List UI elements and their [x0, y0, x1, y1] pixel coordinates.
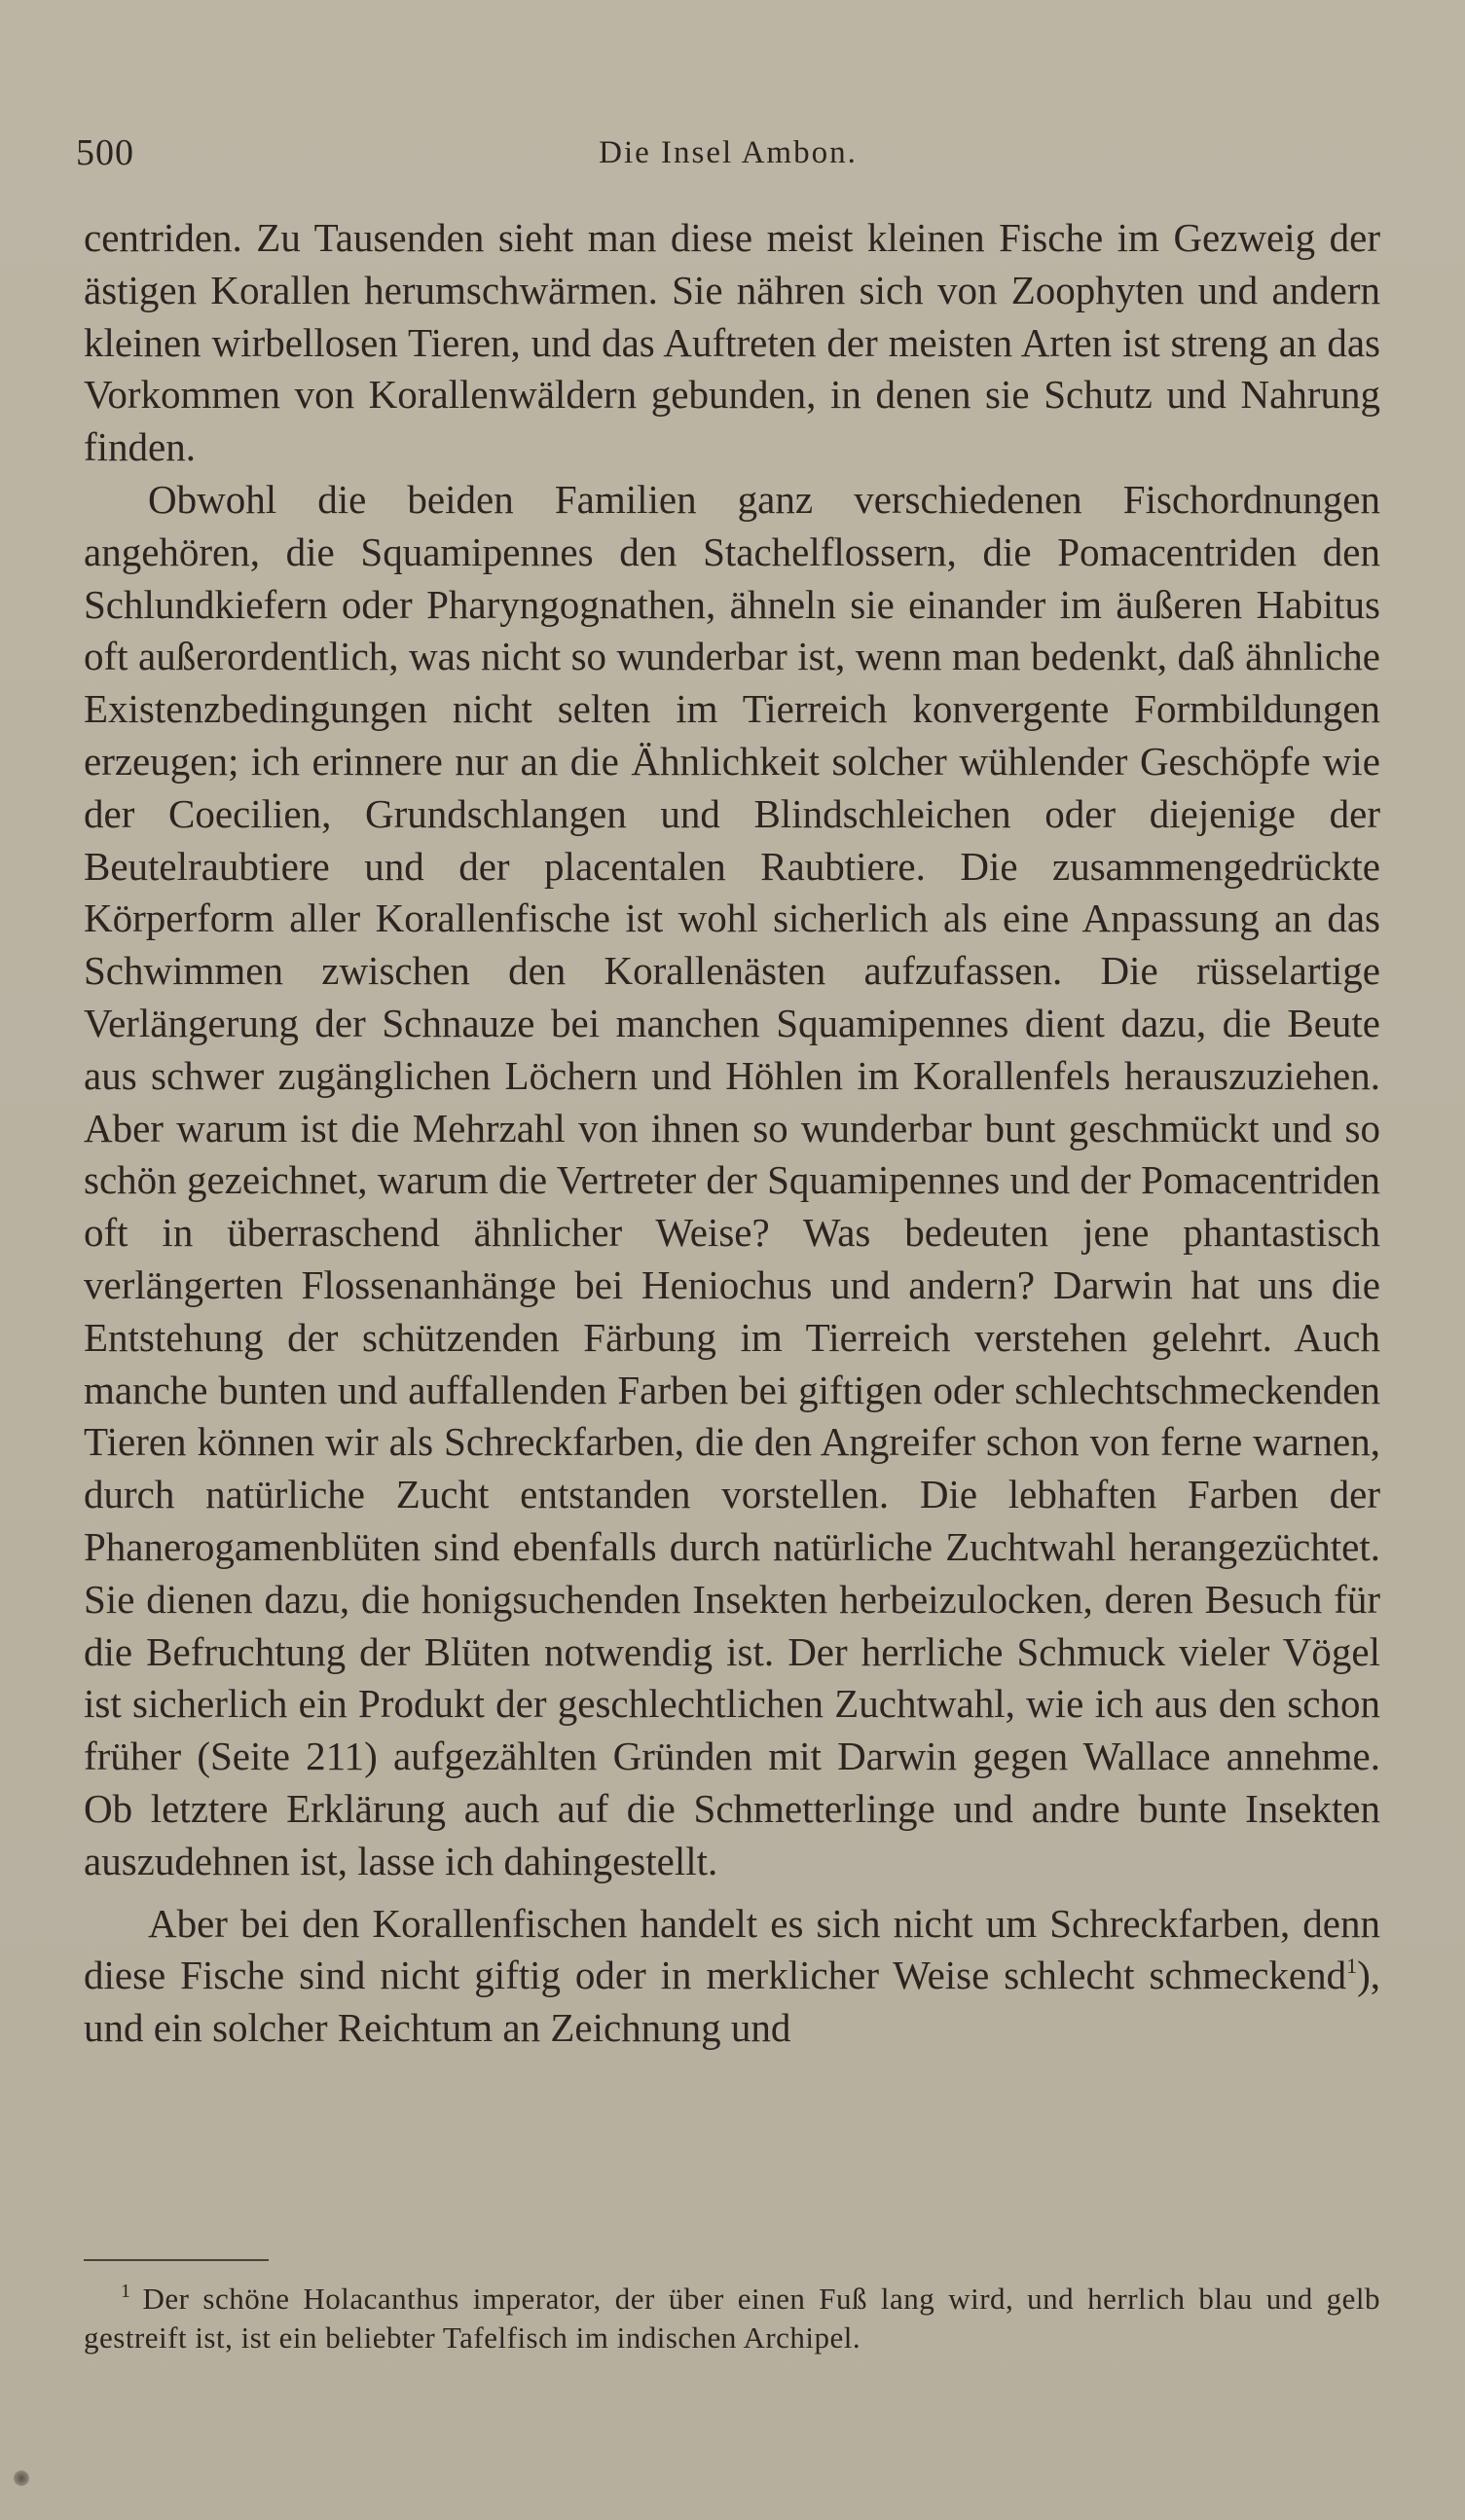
paragraph-3-text: Aber bei den Korallenfischen handelt es sich nicht um Schreckfarben, denn diese Fische sind nicht giftig oder in merklicher Weise schlecht schmeckend: [84, 1900, 1380, 1998]
footnote-reference[interactable]: 1: [1346, 1954, 1358, 1979]
paragraph-3: [84, 1898, 1380, 2055]
paper-speck: [14, 2470, 29, 2486]
paragraph-1: centriden. Zu Tausenden sieht man diese meist kleinen Fische im Gezweig der ästigen Korallen herumschwärmen. Sie nähren sich von Zoophyten und andern kleinen wirbellosen Tieren, und das Auftreten der meisten Arten ist streng an das Vorkommen von Korallenwäldern gebunden, in denen sie Schutz und Nahrung finden.: [84, 215, 1380, 470]
footnote-text: Der schöne Holacanthus imperator, der über einen Fuß lang wird, und herrlich blau und gelb gestreift ist, ist ein beliebter Tafelfisch im indischen Archipel.: [84, 2282, 1380, 2355]
page-header: [76, 131, 1380, 180]
paragraph-3-continuation: ), und ein solcher Reichtum an Zeichnung und: [84, 1953, 1380, 2051]
body-text: [84, 212, 1380, 2055]
page-number: 500: [76, 132, 134, 173]
footnote: [84, 2280, 1380, 2357]
paragraph-2: Obwohl die beiden Familien ganz verschiedenen Fischordnungen angehören, die Squamipennes den Stachelflossern, die Pomacentriden den Schlundkiefern oder Pharyngognathen, ähneln sie einander im äußeren Habitus oft außerordentlich, was nicht so wunderbar ist, wenn man bedenkt, daß ähnliche Existenzbedingungen nicht selten im Tierreich konvergente Formbildungen erzeugen; ich erinnere nur an die Ähnlichkeit solcher wühlender Geschöpfe wie der Coecilien, Grundschlangen und Blindschleichen oder diejenige der Beutelraubtiere und der placentalen Raubtiere. Die zusammengedrückte Körperform aller Korallenfische ist wohl sicherlich als eine Anpassung an das Schwimmen zwischen den Korallenästen aufzufassen. Die rüsselartige Verlängerung der Schnauze bei manchen Squamipennes dient dazu, die Beute aus schwer zugänglichen Löchern und Höhlen im Korallenfels herauszuziehen. Aber warum ist die Mehrzahl von ihnen so wunderbar bunt geschmückt und so schön gezeichnet, warum die Vertreter der Squamipennes und der Pomacentriden oft in überraschend ähnlicher Weise? Was bedeuten jene phantastisch verlängerten Flossenanhänge bei Heniochus und andern? Darwin hat uns die Entstehung der schützenden Färbung im Tierreich verstehen gelehrt. Auch manche bunten und auffallenden Farben bei giftigen oder schlechtschmeckenden Tieren können wir als Schreckfarben, die den Angreifer schon von ferne warnen, durch natürliche Zucht entstanden vorstellen. Die lebhaften Farben der Phanerogamenblüten sind ebenfalls durch natürliche Zuchtwahl herangezüchtet. Sie dienen dazu, die honigsuchenden Insekten herbeizulocken, deren Besuch für die Befruchtung der Blüten notwendig ist. Der herrliche Schmuck vieler Vögel ist sicherlich ein Produkt der geschlechtlichen Zuchtwahl, wie ich aus den schon früher (Seite 211) aufgezählten Gründen mit Darwin gegen Wallace annehme. Ob letztere Erklärung auch auf die Schmetterlinge und andre bunte Insekten auszudehnen ist, lasse ich dahingestellt.: [84, 476, 1380, 1883]
running-title: Die Insel Ambon.: [599, 135, 858, 170]
footnote-marker: 1: [121, 2281, 131, 2302]
footnote-divider: [84, 2259, 269, 2261]
